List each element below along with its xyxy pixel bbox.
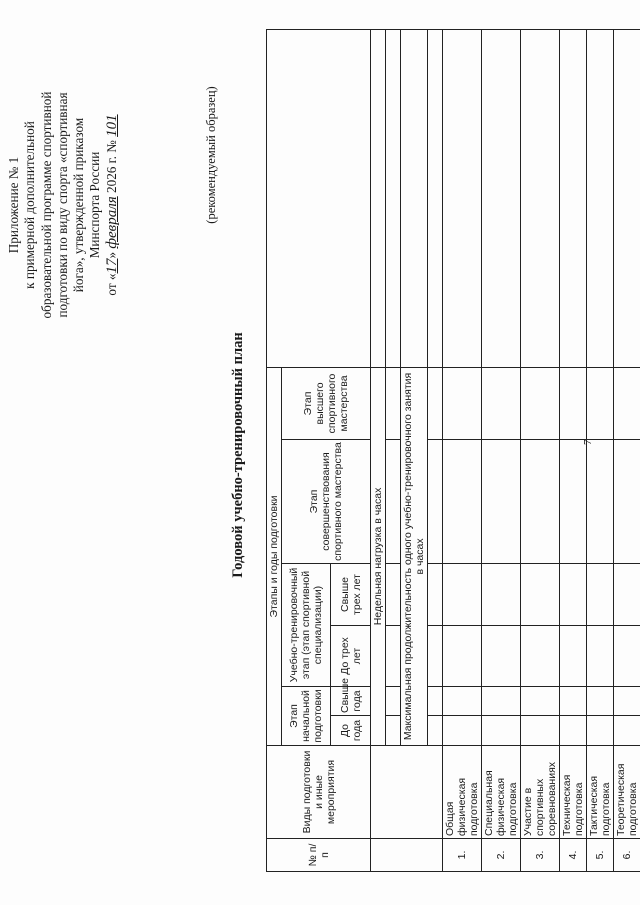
cell	[428, 564, 443, 626]
cell	[386, 716, 401, 746]
cell	[482, 564, 521, 626]
table-row	[614, 29, 640, 871]
header-stages: Этапы и годы подготовки	[267, 367, 282, 745]
cell	[587, 687, 614, 716]
order-number: 101	[103, 114, 120, 137]
date-mid: »	[103, 251, 119, 259]
header-sub-up-to-three: До трех лет	[331, 626, 371, 687]
appendix-line: Приложение № 1	[6, 156, 21, 254]
header-num: № п/п	[267, 839, 371, 872]
table-row	[560, 29, 587, 871]
cell	[614, 626, 640, 687]
cell	[482, 626, 521, 687]
cell	[521, 29, 560, 367]
row-number: 4.	[560, 839, 587, 872]
cell	[560, 564, 587, 626]
appendix-line: Минспорта России	[87, 151, 103, 259]
cell	[482, 29, 521, 367]
cell	[587, 29, 614, 367]
appendix-line: образовательной программе спортивной	[38, 91, 54, 319]
cell	[521, 564, 560, 626]
cell	[614, 716, 640, 746]
cell	[587, 440, 614, 564]
cell	[443, 440, 482, 564]
row-number: 2.	[482, 839, 521, 872]
cell	[428, 626, 443, 687]
cell	[560, 687, 587, 716]
cell	[587, 716, 614, 746]
header-stage-initial: Этап начальной подготовки	[282, 687, 331, 746]
appendix-line: йога», утвержденной приказом	[71, 117, 87, 293]
empty-cell	[371, 29, 386, 367]
cell	[482, 367, 521, 439]
cell	[386, 440, 401, 564]
cell	[560, 716, 587, 746]
cell	[560, 440, 587, 564]
cell	[521, 687, 560, 716]
date-month: февраля	[103, 196, 120, 249]
cell	[386, 626, 401, 687]
cell	[587, 626, 614, 687]
cell	[428, 367, 443, 439]
row-number: 5.	[587, 839, 614, 872]
cell	[521, 626, 560, 687]
row-label: Теоретическая подготовка	[614, 746, 640, 839]
cell	[482, 440, 521, 564]
cell	[587, 367, 614, 439]
cell	[443, 687, 482, 716]
cell	[560, 626, 587, 687]
table-row	[482, 29, 521, 871]
cell	[428, 440, 443, 564]
cell	[443, 367, 482, 439]
cell	[428, 687, 443, 716]
empty-right-area	[267, 29, 371, 367]
header-stage-training: Учебно-тренировочный этап (этап спортивной специализации)	[282, 564, 331, 687]
row-label: Специальная физическая подготовка	[482, 746, 521, 839]
cell	[428, 29, 443, 367]
date-year: 2026 г. №	[103, 140, 119, 193]
date-prefix: от «	[103, 273, 119, 296]
cell	[386, 29, 401, 367]
appendix-header	[6, 5, 120, 405]
appendix-line: подготовки по виду спорта «спортивная	[54, 92, 70, 318]
header-sub-over-three: Свыше трех лет	[331, 564, 371, 626]
cell	[386, 687, 401, 716]
empty-cell	[401, 29, 428, 367]
header-stage-improvement: Этап совершенствования спортивного мастерства	[282, 440, 371, 564]
cell	[614, 687, 640, 716]
cell	[560, 367, 587, 439]
document-title: Годовой учебно-тренировочный план	[230, 332, 246, 578]
empty-label-cell	[371, 746, 443, 839]
cell	[428, 716, 443, 746]
cell	[587, 564, 614, 626]
row-label: Общая физическая подготовка	[443, 746, 482, 839]
row-label: Тактическая подготовка	[587, 746, 614, 839]
table-row	[443, 29, 482, 871]
row-number: 3.	[521, 839, 560, 872]
row-number: 6.	[614, 839, 640, 872]
page-number: 7	[582, 439, 594, 445]
cell	[386, 367, 401, 439]
header-sub-up-to-year: До года	[331, 716, 371, 746]
row-label: Участие в спортивных соревнованиях	[521, 746, 560, 839]
cell	[443, 626, 482, 687]
training-plan-table	[266, 29, 640, 872]
appendix-date-line	[104, 5, 120, 405]
cell	[614, 367, 640, 439]
row-label: Техническая подготовка	[560, 746, 587, 839]
cell	[614, 564, 640, 626]
cell	[521, 440, 560, 564]
cell	[521, 716, 560, 746]
appendix-line: к примерной дополнительной	[22, 121, 38, 289]
cell	[482, 716, 521, 746]
empty-num-cell	[371, 839, 443, 872]
row-number: 1.	[443, 839, 482, 872]
header-types: Виды подготовки и иные мероприятия	[267, 746, 371, 839]
cell	[614, 440, 640, 564]
cell	[614, 29, 640, 367]
cell	[443, 716, 482, 746]
header-stage-higher: Этап высшего спортивного мастерства	[282, 367, 371, 439]
weekly-load-label: Недельная нагрузка в часах	[371, 367, 386, 745]
recommended-sample-note: (рекомендуемый образец)	[204, 86, 218, 224]
cell	[521, 367, 560, 439]
cell	[560, 29, 587, 367]
max-duration-label: Максимальная продолжительность одного учебно-тренировочного занятия в часах	[401, 367, 428, 745]
cell	[443, 29, 482, 367]
date-day: 17	[103, 258, 120, 274]
header-sub-over-year: Свыше года	[331, 687, 371, 716]
table-row	[521, 29, 560, 871]
cell	[443, 564, 482, 626]
cell	[482, 687, 521, 716]
cell	[386, 564, 401, 626]
table-row	[587, 29, 614, 871]
